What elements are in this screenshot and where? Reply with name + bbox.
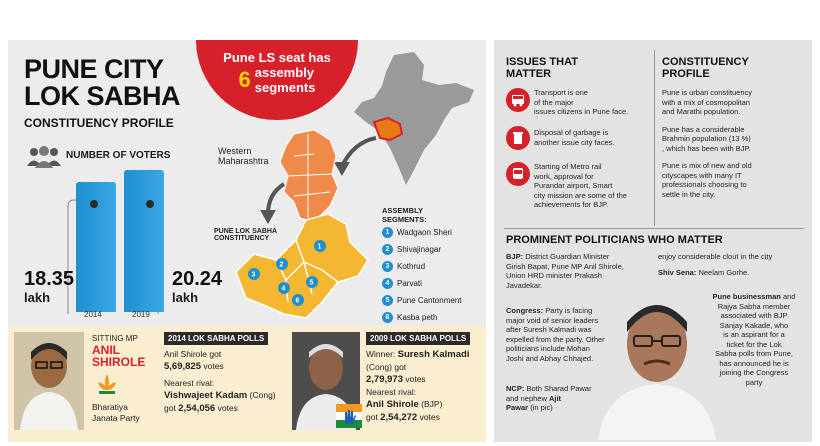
svg-text:3: 3 <box>251 271 256 279</box>
ajit-name: Ajit <box>548 393 562 403</box>
party-line-2: Janata Party <box>92 413 140 423</box>
year-2014: 2014 <box>84 310 102 319</box>
profile-line: Brahmin population (13 %) <box>662 134 751 143</box>
got-word: got <box>164 403 176 413</box>
profile-line: and Marathi population. <box>662 107 741 116</box>
pawar-name: Pawar <box>506 403 529 412</box>
politician-line: (in pic) <box>530 403 553 412</box>
politicians-right-top <box>658 252 808 277</box>
segments-title <box>382 206 462 224</box>
profile-line: Pune has a considerable <box>662 124 745 134</box>
people-icon <box>26 146 62 173</box>
rival-party: (BJP) <box>421 399 443 409</box>
poll-2014-line: Anil Shirole got <box>164 349 222 359</box>
badge-number: 6 <box>238 67 251 92</box>
issue-garbage <box>534 128 646 147</box>
svg-text:6: 6 <box>295 297 300 305</box>
profile-heading-1: CONSTITUENCY <box>662 56 749 68</box>
bjp-label: BJP: <box>506 252 524 261</box>
profile-heading-2: PROFILE <box>662 68 710 80</box>
issues-heading <box>506 56 578 80</box>
votes-word: votes <box>217 403 238 413</box>
politician-line: joining the Congress <box>719 368 789 377</box>
profile-heading <box>662 56 749 80</box>
voters-2014-unit: lakh <box>24 290 51 305</box>
western-word: Western <box>218 146 252 156</box>
politician-line: is an aspirant for a <box>723 330 785 339</box>
politician-line: Neelam Gorhe. <box>698 267 750 277</box>
winner-party: (Cong) got <box>366 362 407 372</box>
party-line-1: Bharatiya <box>92 402 128 412</box>
poll-2009-rival-votes: 2,54,272 <box>380 412 418 423</box>
segments-title-2: SEGMENTS: <box>382 215 427 224</box>
issue-line: achievements for BJP. <box>534 200 609 209</box>
poll-2014-votes: 5,69,825 <box>164 361 201 372</box>
segment-item <box>382 241 462 258</box>
segments-list <box>382 206 462 326</box>
segment-item <box>382 275 462 292</box>
got-word: got <box>366 412 378 422</box>
profile-text <box>662 88 808 199</box>
politician-line: has announced he is <box>719 358 789 368</box>
voters-label: NUMBER OF VOTERS <box>66 150 171 161</box>
badge-line-1: Pune LS seat has <box>223 50 331 65</box>
pune-ls-word: PUNE LOK SABHA <box>214 228 278 235</box>
businessman-label: Pune businessman <box>712 292 781 301</box>
voters-2019-unit: lakh <box>172 290 199 305</box>
politicians-businessman <box>700 292 808 387</box>
voters-2014-value: 18.35 <box>24 268 75 290</box>
metro-icon <box>506 162 530 186</box>
segments-title-1: ASSEMBLY <box>382 206 423 215</box>
issue-line: city mission are some of the <box>534 190 627 200</box>
issue-line: work, approval for <box>534 171 594 181</box>
ncp-label: NCP: <box>506 384 525 393</box>
politician-line: ticket for the Lok <box>726 339 782 349</box>
profile-line: Pune is urban constituency <box>662 88 753 97</box>
segment-item <box>382 292 462 309</box>
poll-2014-rival-votes: 2,54,056 <box>178 403 216 414</box>
trash-icon <box>506 126 530 150</box>
profile-line: professionals choosing to <box>662 180 747 189</box>
votes-word: votes <box>419 412 440 422</box>
segment-number: 6 <box>382 312 393 323</box>
profile-line: settle in the city. <box>662 189 716 199</box>
sitting-name-2: SHIROLE <box>92 355 146 369</box>
politician-line: Party is facing <box>545 306 593 315</box>
issue-line: issues citizens in Pune face. <box>534 107 629 116</box>
page-subtitle: CONSTITUENCY PROFILE <box>24 116 174 130</box>
segment-name: Kothrud <box>397 262 426 271</box>
sitting-mp-label: SITTING MP <box>92 334 138 343</box>
issue-line: another issue city faces. <box>534 137 615 147</box>
profile-line: with a mix of cosmopolitan <box>662 97 750 107</box>
segment-item <box>382 258 462 275</box>
bjp-lotus-icon <box>96 372 118 396</box>
svg-text:2: 2 <box>279 261 284 269</box>
politician-line: and nephew <box>506 393 547 403</box>
poll-2009-votes: 2,79,973 <box>366 374 403 385</box>
issue-transport <box>534 88 646 117</box>
column-divider <box>654 50 655 226</box>
politician-line: after Suresh Kalmadi was <box>506 325 592 334</box>
western-label <box>218 146 269 166</box>
poll-2014-rival: Vishwajeet Kadam <box>164 390 248 401</box>
title-line-1: PUNE CITY <box>24 54 164 84</box>
segment-number: 1 <box>382 227 393 238</box>
politician-line: party <box>745 377 763 387</box>
section-divider <box>504 228 804 229</box>
politician-line: Javadekar. <box>506 280 543 290</box>
bar-dot <box>146 200 154 208</box>
bus-icon <box>506 88 530 112</box>
anil-shirole-photo <box>14 332 84 430</box>
politicians-bjp <box>506 252 652 290</box>
segment-number: 2 <box>382 244 393 255</box>
bar-dot <box>90 200 98 208</box>
politician-line: associated with BJP <box>720 311 788 320</box>
poll-2009-rival: Anil Shirole <box>366 399 419 410</box>
politician-line: Both Sharad Pawar <box>526 384 592 393</box>
issue-metro <box>534 162 650 210</box>
profile-line: Pune is mix of new and old <box>662 161 752 170</box>
issues-heading-1: ISSUES THAT <box>506 56 578 68</box>
pune-constituency-map <box>226 210 376 322</box>
segment-item <box>382 309 462 326</box>
votes-word: votes <box>203 361 224 371</box>
politician-line: Sanjay Kakade, who <box>719 320 789 330</box>
profile-line: cityscapes with many IT <box>662 170 742 180</box>
issue-line: of the major <box>534 97 574 107</box>
poll-2009-tag: 2009 LOK SABHA POLLS <box>366 332 470 345</box>
segment-name: Kasba peth <box>397 313 438 322</box>
year-2019: 2019 <box>132 310 150 319</box>
bar-2019 <box>124 170 164 312</box>
politician-line: expelled from the party. Other <box>506 334 605 344</box>
issue-line: Starting of Metro rail <box>534 162 602 171</box>
sitting-mp-name <box>92 344 145 368</box>
winner-label: Winner: <box>366 349 396 359</box>
sitting-party <box>92 402 140 424</box>
issues-heading-2: MATTER <box>506 68 552 80</box>
segment-number: 4 <box>382 278 393 289</box>
maharashtra-word: Maharashtra <box>218 156 269 166</box>
rival-label: Nearest rival: <box>366 387 417 397</box>
title-line-2: LOK SABHA <box>24 81 180 111</box>
page-title <box>24 56 180 110</box>
segment-item <box>382 224 462 241</box>
issue-line: Transport is one <box>534 88 588 97</box>
issue-line: Disposal of garbage is <box>534 128 609 137</box>
politician-line: enjoy considerable clout in the city <box>658 252 773 261</box>
poll-2009-winner: Suresh Kalmadi <box>397 349 470 360</box>
politician-line: Union HRD minister Prakash <box>506 271 602 280</box>
profile-line: , which has been with BJP. <box>662 143 751 153</box>
sitting-name-1: ANIL <box>92 343 120 357</box>
svg-text:5: 5 <box>309 279 314 287</box>
congress-label: Congress: <box>506 306 544 315</box>
politician-line: politicians include Mohan <box>506 344 590 353</box>
rival-party: (Cong) <box>249 390 276 400</box>
badge-line-3: segments <box>254 80 316 95</box>
politician-line: District Guardian Minister <box>525 252 610 261</box>
segment-name: Wadgaon Sheri <box>397 228 452 237</box>
svg-text:4: 4 <box>281 285 286 293</box>
politicians-heading: PROMINENT POLITICIANS WHO MATTER <box>506 234 723 246</box>
politician-line: Girish Bapat, Pune MP Anil Shirole, <box>506 261 624 271</box>
poll-2014-tag: 2014 LOK SABHA POLLS <box>164 332 268 345</box>
issue-line: Purandar airport, Smart <box>534 181 613 190</box>
rival-label: Nearest rival: <box>164 378 215 388</box>
shiv-sena-label: Shiv Sena: <box>658 267 697 277</box>
congress-hand-icon <box>336 404 362 428</box>
segment-name: Parvati <box>397 279 422 288</box>
constituency-word: CONSTITUENCY <box>214 235 270 242</box>
badge-line-2: assembly <box>254 65 315 80</box>
segment-name: Pune Cantonment <box>397 296 462 305</box>
svg-text:1: 1 <box>317 243 322 251</box>
voters-2019-value: 20.24 <box>172 268 223 290</box>
politician-line: Rajya Sabha member <box>717 301 791 311</box>
poll-2014-details <box>164 348 288 415</box>
poll-2009-details <box>366 348 484 424</box>
politician-line: Sabha polls from Pune, <box>715 349 793 358</box>
votes-word: votes <box>405 374 426 384</box>
politician-line: major void of senior leaders <box>506 315 599 325</box>
politicians-ncp <box>506 384 606 413</box>
politician-line: and <box>782 292 796 301</box>
segment-number: 3 <box>382 261 393 272</box>
segment-name: Shivajinagar <box>397 245 442 254</box>
politician-line: Joshi and Abhay Chhajed. <box>506 353 594 363</box>
segment-number: 5 <box>382 295 393 306</box>
